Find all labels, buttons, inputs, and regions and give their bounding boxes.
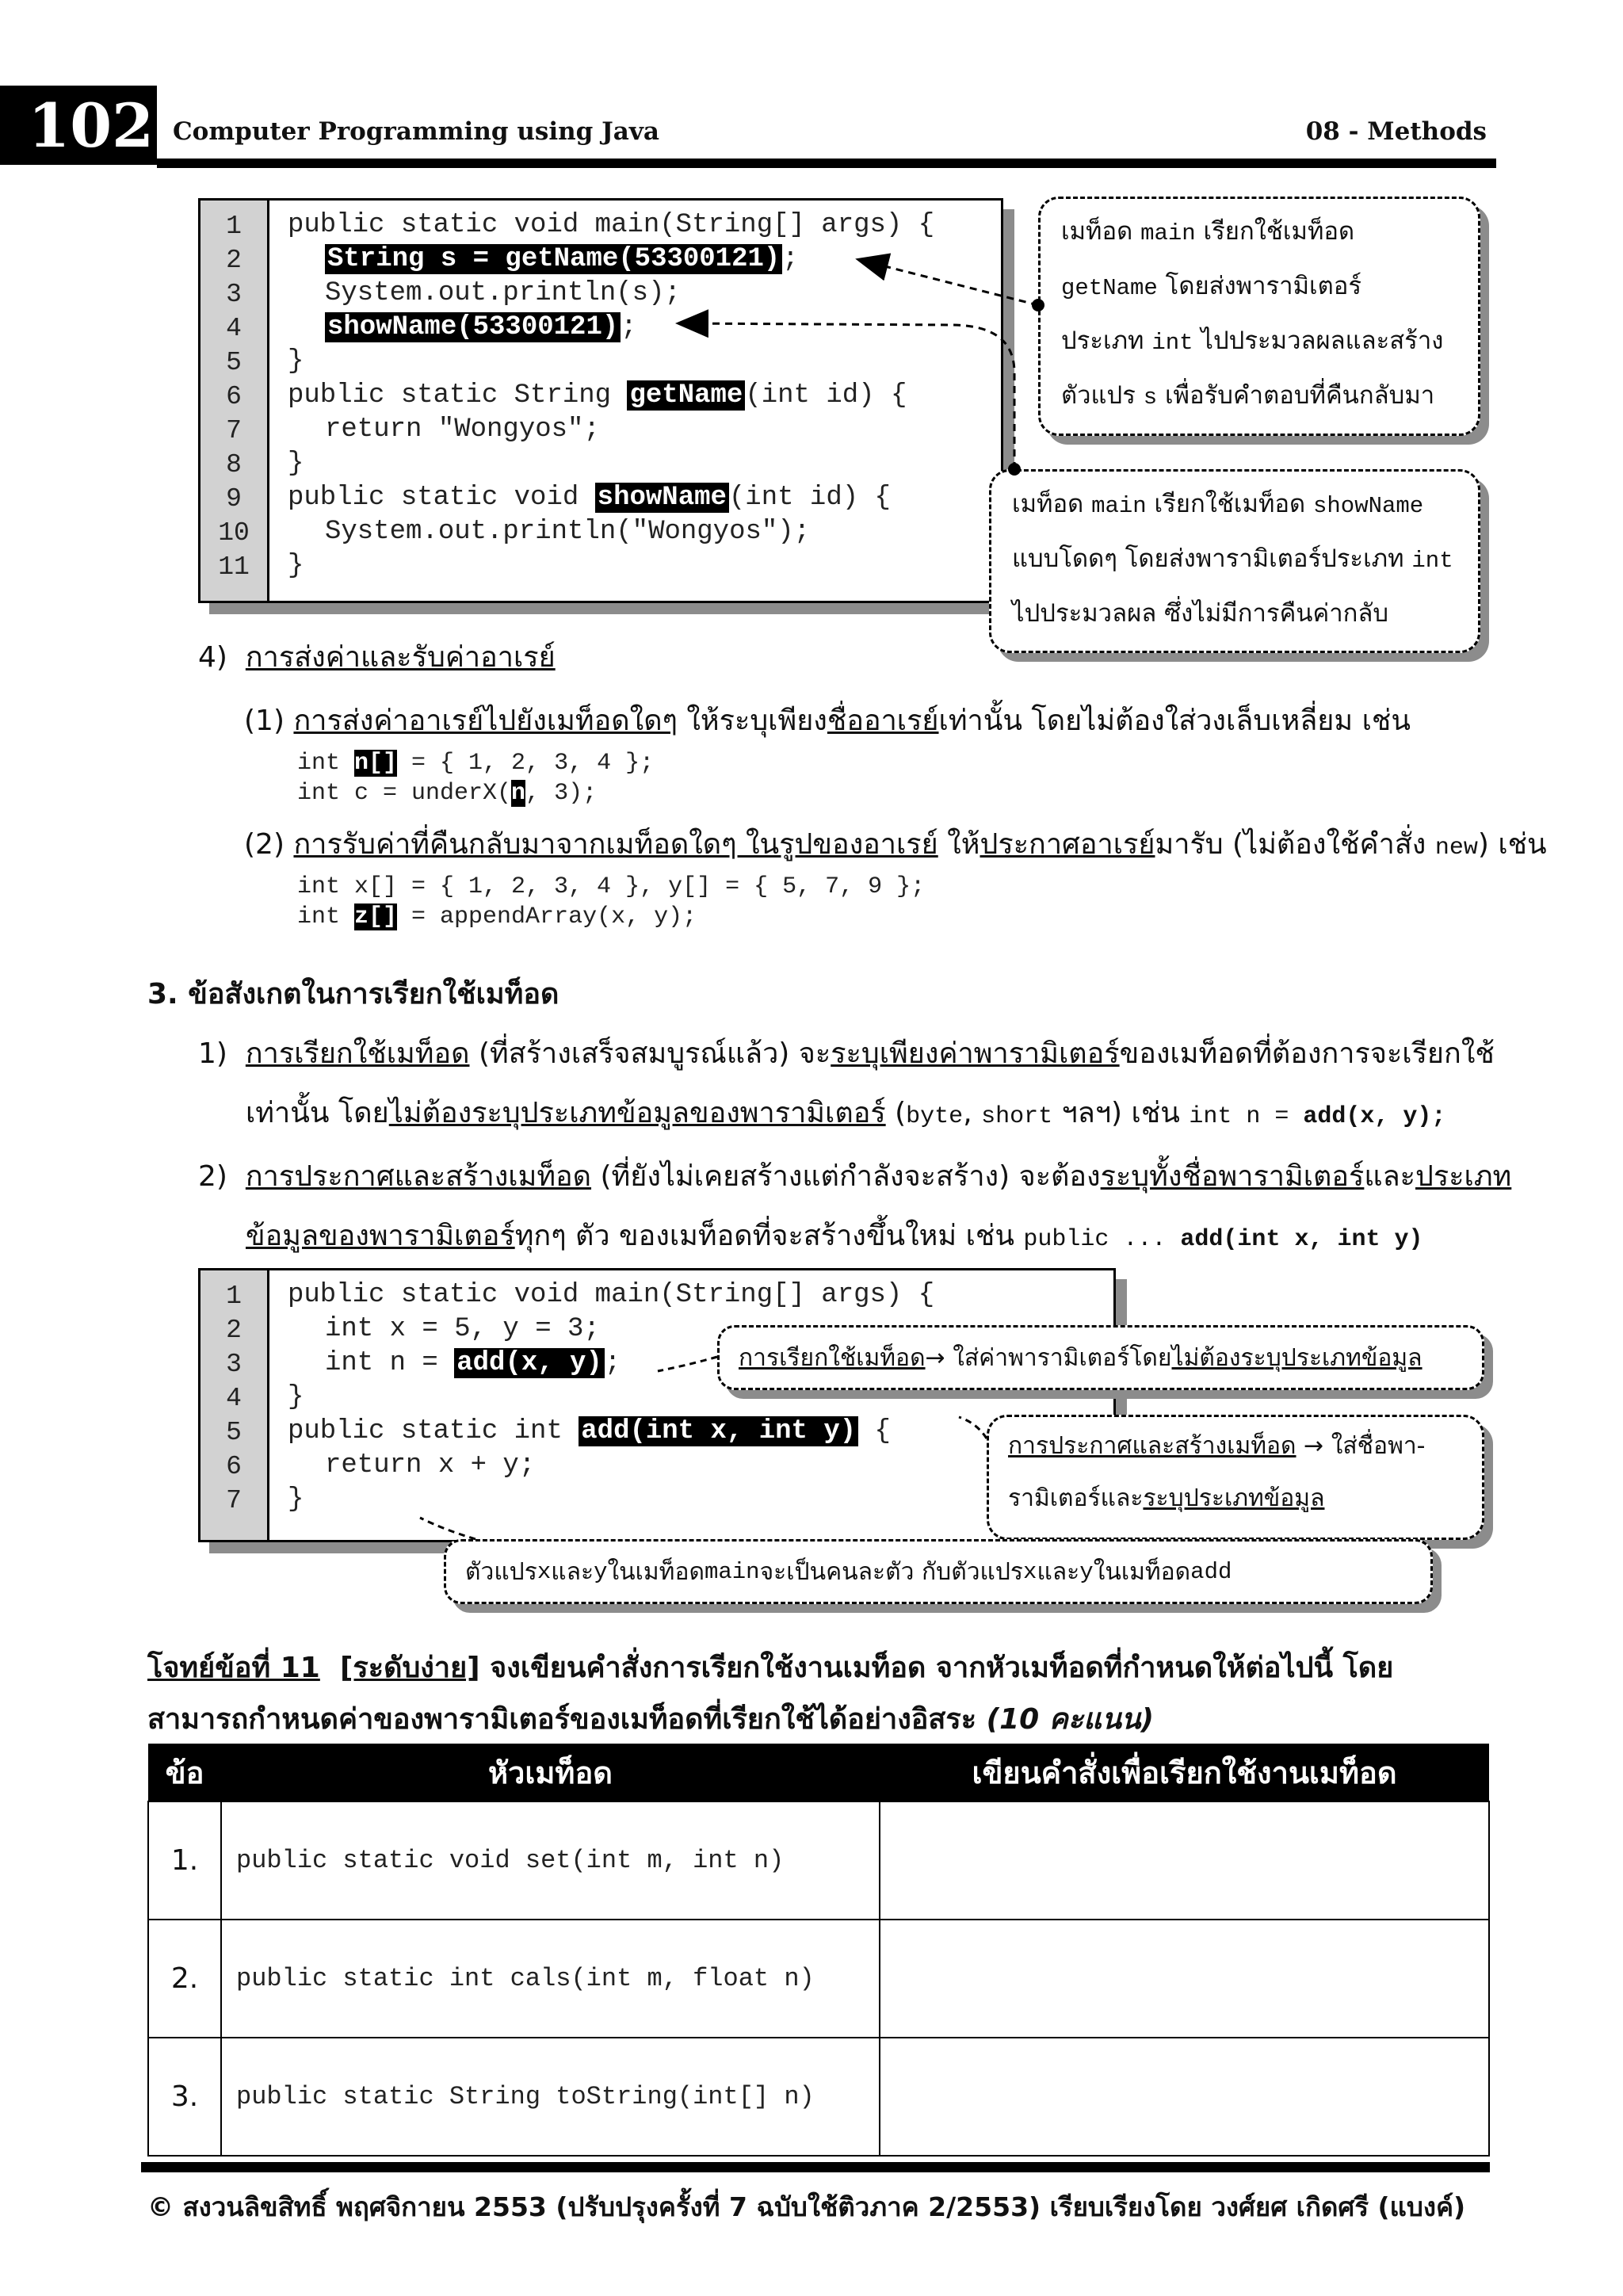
footer-copyright: © สงวนลิขสิทธิ์ พฤศจิกายน 2553 (ปรับปรุงครั้งที่ 7 ฉบับใช้ติวภาค 2/2553) เรียบเรียงโดย วงศ์ยศ เกิดศรี (แบงค์) [147, 2191, 1466, 2222]
column-header: หัวเมท็อด [221, 1744, 880, 1801]
code-line: public static void main(String[] args) { [288, 210, 935, 240]
line-number: 10 [218, 518, 250, 548]
code-line: public static int add(int x, int y) { [288, 1416, 891, 1446]
line-number: 4 [226, 1384, 242, 1413]
exercise-instruction: โจทย์ข้อที่ 11 [ระดับง่าย] จงเขียนคำสั่งการเรียกใช้งานเมท็อด จากหัวเมท็อดที่กำหนดให้ต่อไปนี้ โดย [147, 1652, 1394, 1684]
code-example: int x[] = { 1, 2, 3, 4 }, y[] = { 5, 7, 9 }; [297, 873, 926, 900]
code-line: int x = 5, y = 3; [325, 1314, 600, 1344]
line-number: 9 [226, 484, 242, 514]
code-highlight: showName(53300121) [325, 312, 621, 342]
code-highlight: add(x, y) [454, 1348, 605, 1378]
section-4-item-2: (2) การรับค่าที่คืนกลับมาจากเมท็อดใดๆ ในรูปของอาเรย์ ให้ประกาศอาเรย์มารับ (ไม่ต้องใช้คำสั่ง new) เช่น [244, 828, 1547, 861]
code-line: showName(53300121); [325, 312, 637, 342]
code-highlight: add(int x, int y) [579, 1416, 858, 1446]
line-number: 11 [218, 552, 250, 582]
section-4-item-1: (1) การส่งค่าอาเรย์ไปยังเมท็อดใดๆ ให้ระบุเพียงชื่ออาเรย์เท่านั้น โดยไม่ต้องใส่วงเล็บเหลี่ยม เช่น [244, 705, 1411, 737]
code-line: } [288, 346, 304, 376]
line-number: 8 [226, 450, 242, 479]
code-line: return "Wongyos"; [325, 415, 600, 445]
answer-cell[interactable] [880, 2038, 1489, 2156]
code-highlight: String s = getName(53300121) [325, 244, 782, 274]
code-example: int c = underX(n, 3); [297, 780, 598, 807]
code-example: int z[] = appendArray(x, y); [297, 904, 697, 930]
section-3-point-2: 2) การประกาศและสร้างเมท็อด (ที่ยังไม่เคยสร้างแต่กำลังจะสร้าง) จะต้องระบุทั้งชื่อพารามิเตอร์และประเภท [198, 1160, 1512, 1193]
method-signature: public static void set(int m, int n) [221, 1801, 880, 1920]
section-3-point-2-cont: ข้อมูลของพารามิเตอร์ทุกๆ ตัว ของเมท็อดที่จะสร้างขึ้นใหม่ เช่น public ... add(int x, int y) [246, 1220, 1423, 1253]
code-line: public static void showName(int id) { [288, 483, 891, 513]
method-signature: public static String toString(int[] n) [221, 2038, 880, 2156]
line-number: 1 [226, 212, 242, 241]
exercise-instruction-cont: สามารถกำหนดค่าของพารามิเตอร์ของเมท็อดที่เรียกใช้ได้อย่างอิสระ (10 คะแนน) [147, 1703, 1154, 1736]
code-highlight: showName [595, 483, 729, 513]
column-header: ข้อ [148, 1744, 221, 1801]
table-row [148, 2038, 1489, 2156]
page-number: 102 [0, 86, 157, 165]
callout-method-declaration: การประกาศและสร้างเมท็อด → ใส่ชื่อพา- รามิเตอร์และระบุประเภทข้อมูล [987, 1415, 1484, 1540]
line-number: 5 [226, 1418, 242, 1447]
line-number: 2 [226, 1316, 242, 1345]
code-line: public static String getName(int id) { [288, 380, 907, 411]
line-number: 4 [226, 314, 242, 343]
code-example: int n[] = { 1, 2, 3, 4 }; [297, 750, 655, 777]
callout-variable-scope: ตัวแปร x และ y ในเมท็อด main จะเป็นคนละตัว กับตัวแปร x และ y ในเมท็อด add [444, 1539, 1433, 1604]
table-row [148, 1801, 1489, 1920]
section-3-point-1-cont: เท่านั้น โดยไม่ต้องระบุประเภทข้อมูลของพารามิเตอร์ (byte, short ฯลฯ) เช่น int n = add(x, y); [246, 1097, 1446, 1130]
book-title: Computer Programming using Java [173, 117, 659, 146]
line-number: 3 [226, 1350, 242, 1379]
row-number: 3. [148, 2038, 221, 2156]
column-header: เขียนคำสั่งเพื่อเรียกใช้งานเมท็อด [880, 1744, 1489, 1801]
callout-arrows-2 [0, 1268, 1623, 1625]
code-line: System.out.println("Wongyos"); [325, 517, 811, 547]
section-3-heading: 3. ข้อสังเกตในการเรียกใช้เมท็อด [147, 978, 559, 1010]
line-number: 6 [226, 1452, 242, 1481]
line-number: 7 [226, 1486, 242, 1515]
row-number: 1. [148, 1801, 221, 1920]
section-3-point-1: 1) การเรียกใช้เมท็อด (ที่สร้างเสร็จสมบูรณ์แล้ว) จะระบุเพียงค่าพารามิเตอร์ของเมท็อดที่ต้องการจะเรียกใช้ [198, 1037, 1495, 1070]
section-4-heading: 4) การส่งค่าและรับค่าอาเรย์ [198, 641, 556, 674]
code-highlight: getName [627, 380, 745, 411]
row-number: 2. [148, 1920, 221, 2038]
table-row [148, 1920, 1489, 2038]
footer-rule [141, 2162, 1490, 2172]
chapter-title: 08 - Methods [1305, 117, 1487, 146]
code-line: } [288, 449, 304, 479]
callout-arrows-1 [0, 0, 1623, 713]
code-line: } [288, 1484, 304, 1515]
callout-showname: เมท็อด main เรียกใช้เมท็อด showName แบบโดดๆ โดยส่งพารามิเตอร์ประเภท int ไปประมวลผล ซึ่งไม่มีการคืนค่ากลับ [989, 469, 1480, 653]
line-number: 3 [226, 280, 242, 309]
line-number: 6 [226, 382, 242, 411]
code-line: System.out.println(s); [325, 278, 681, 308]
line-number: 7 [226, 416, 242, 445]
code-line: } [288, 551, 304, 581]
code-line: public static void main(String[] args) { [288, 1280, 935, 1310]
line-number: 2 [226, 246, 242, 275]
answer-cell[interactable] [880, 1801, 1489, 1920]
callout-getname: เมท็อด main เรียกใช้เมท็อด getName โดยส่งพารามิเตอร์ ประเภท int ไปประมวลผลและสร้าง ตัวแปร s เพื่อรับคำตอบที่คืนกลับมา [1038, 197, 1480, 436]
callout-method-call: การเรียกใช้เมท็อด → ใส่ค่าพารามิเตอร์โดย ไม่ต้องระบุประเภทข้อมูล [717, 1325, 1484, 1390]
code-line: return x + y; [325, 1450, 536, 1480]
code-line: String s = getName(53300121); [325, 244, 799, 274]
method-signature: public static int cals(int m, float n) [221, 1920, 880, 2038]
answer-cell[interactable] [880, 1920, 1489, 2038]
code-line: } [288, 1382, 304, 1412]
line-number: 5 [226, 348, 242, 377]
line-number: 1 [226, 1282, 242, 1311]
exercise-table [147, 1744, 1490, 2157]
code-line: int n = add(x, y); [325, 1348, 621, 1378]
